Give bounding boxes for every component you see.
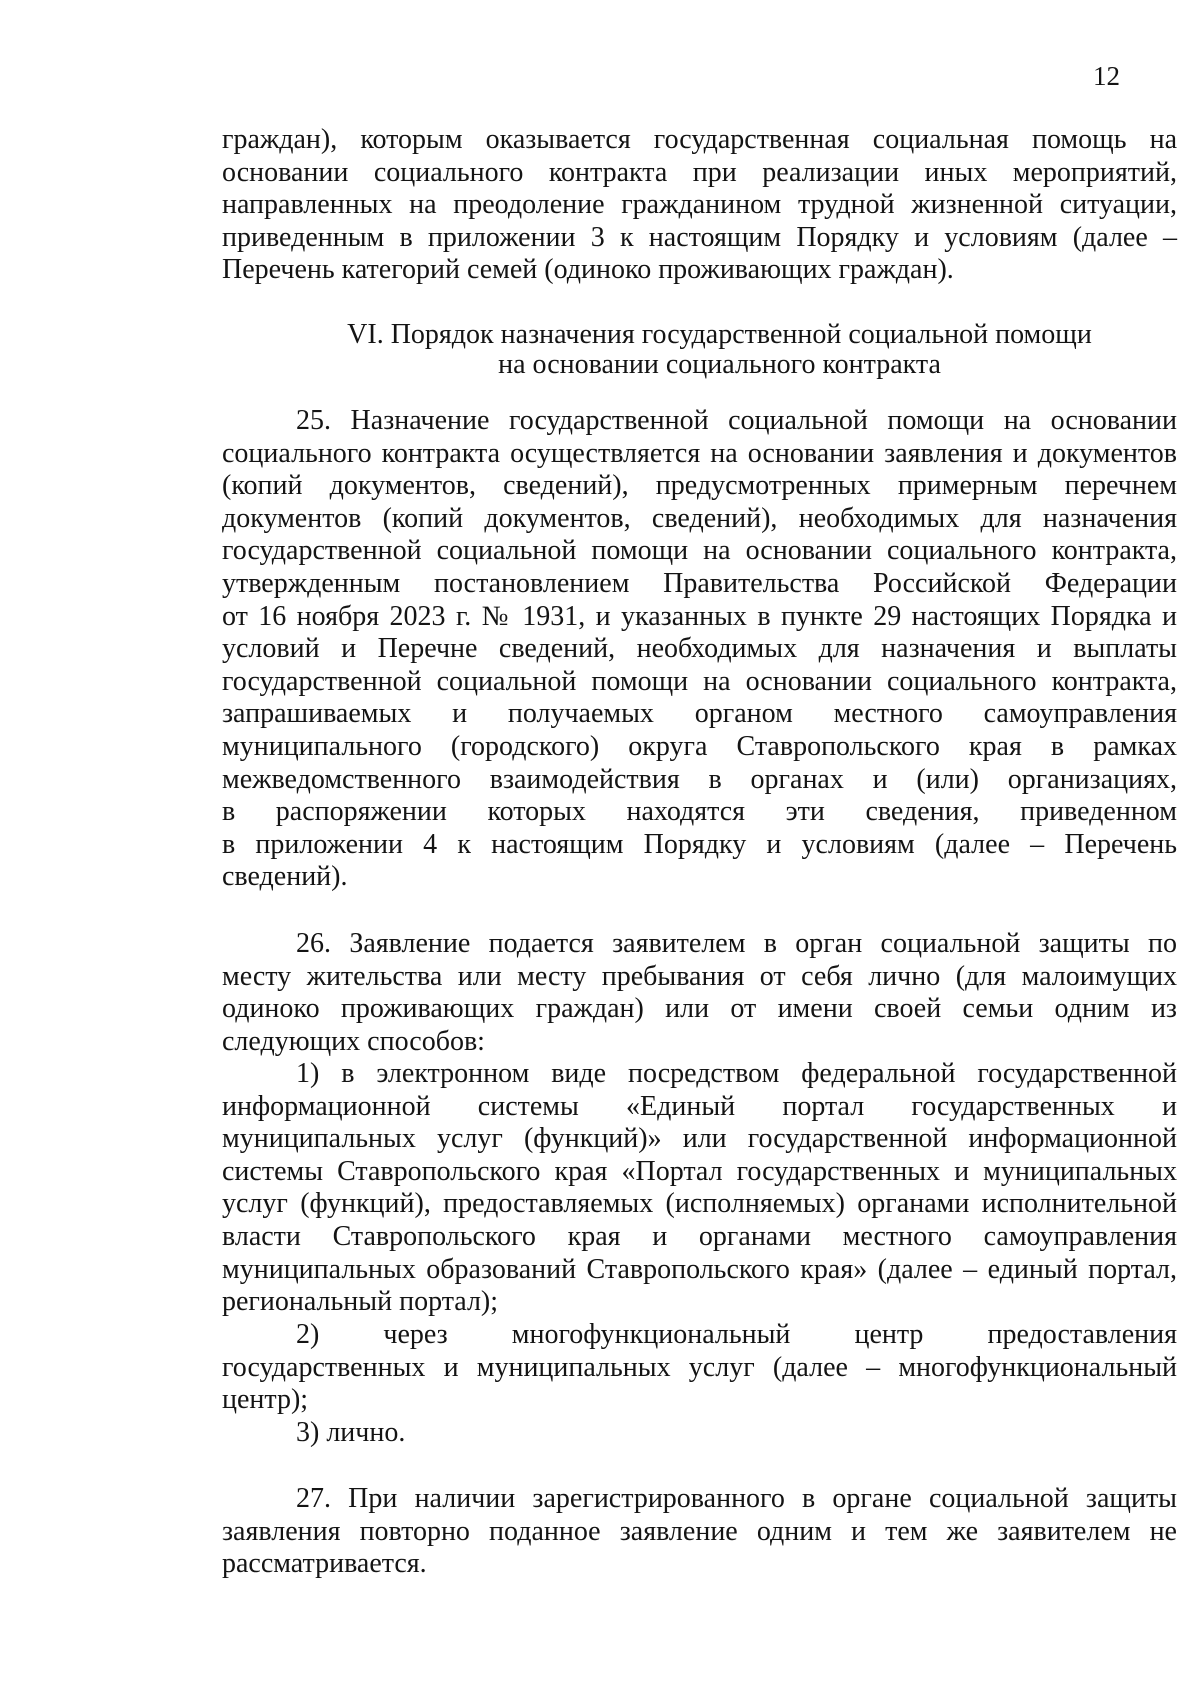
paragraph-27: [222, 1483, 1177, 1581]
text-line: 26. Заявление подается заявителем в орган социальной защиты по: [296, 928, 1177, 959]
section-heading-line2: на основании социального контракта: [498, 349, 941, 380]
text-line: межведомственного взаимодействия в органах и (или) организациях,: [222, 763, 1177, 795]
text-line: социального контракта осуществляется на основании заявления и документов: [222, 437, 1177, 469]
text-line: условий и Перечне сведений, необходимых для назначения и выплаты: [222, 633, 1177, 665]
page-number: 12: [1093, 61, 1120, 91]
paragraph-25: [222, 405, 1177, 894]
text-line: 27. При наличии зарегистрированного в органе социальной защиты: [296, 1483, 1177, 1514]
text-line: одиноко проживающих граждан) или от имени своей семьи одним из: [222, 993, 1177, 1025]
list-item-3: [222, 1417, 1177, 1450]
text-line: государственной социальной помощи на основании социального контракта,: [222, 535, 1177, 567]
section-heading: [222, 320, 1177, 380]
text-line: в приложении 4 к настоящим Порядку и условиям (далее – Перечень: [222, 828, 1177, 860]
text-line: власти Ставропольского края и органами местного самоуправления: [222, 1220, 1177, 1252]
text-line: следующих способов:: [222, 1025, 485, 1057]
text-line: 2) через многофункциональный центр предоставления: [296, 1319, 1177, 1350]
text-line: (копий документов, сведений), предусмотренных примерным перечнем: [222, 470, 1177, 502]
list-item-2: [222, 1319, 1177, 1417]
text-line: муниципальных образований Ставропольского края» (далее – единый портал,: [222, 1253, 1177, 1285]
text-line: региональный портал);: [222, 1286, 499, 1318]
section-heading-line1: VI. Порядок назначения государственной социальной помощи: [347, 319, 1092, 350]
text-line: основании социального контракта при реализации иных мероприятий,: [222, 156, 1177, 188]
text-line: центр);: [222, 1384, 309, 1416]
text-line: рассматривается.: [222, 1548, 427, 1580]
text-line: от 16 ноября 2023 г. № 1931, и указанных в пункте 29 настоящих Порядка и: [222, 600, 1177, 632]
text-line: Перечень категорий семей (одиноко проживающих граждан).: [222, 254, 954, 286]
text-line: месту жительства или месту пребывания от себя лично (для малоимущих: [222, 960, 1177, 992]
text-line: граждан), которым оказывается государственная социальная помощь на: [222, 124, 1177, 155]
paragraph-26: [222, 928, 1177, 1058]
text-line: сведений).: [222, 861, 348, 893]
text-line: приведенным в приложении 3 к настоящим Порядку и условиям (далее –: [222, 221, 1177, 253]
list-item-1: [222, 1058, 1177, 1319]
text-line: 3) лично.: [296, 1417, 406, 1448]
text-line: услуг (функций), предоставляемых (исполняемых) органами исполнительной: [222, 1188, 1177, 1220]
text-line: запрашиваемых и получаемых органом местного самоуправления: [222, 698, 1177, 730]
text-line: государственной социальной помощи на основании социального контракта,: [222, 665, 1177, 697]
text-line: системы Ставропольского края «Портал государственных и муниципальных: [222, 1155, 1177, 1187]
text-line: утвержденным постановлением Правительства Российской Федерации: [222, 567, 1177, 599]
text-line: муниципального (городского) округа Ставропольского края в рамках: [222, 730, 1177, 762]
text-line: в распоряжении которых находятся эти сведения, приведенном: [222, 796, 1177, 828]
text-line: государственных и муниципальных услуг (далее – многофункциональный: [222, 1351, 1177, 1383]
text-line: муниципальных услуг (функций)» или государственной информационной: [222, 1123, 1177, 1155]
text-line: информационной системы «Единый портал государственных и: [222, 1090, 1177, 1122]
intro-paragraph: [222, 124, 1177, 287]
text-line: документов (копий документов, сведений), необходимых для назначения: [222, 502, 1177, 534]
text-line: заявления повторно поданное заявление одним и тем же заявителем не: [222, 1515, 1177, 1547]
text-line: 1) в электронном виде посредством федеральной государственной: [296, 1058, 1177, 1089]
text-line: направленных на преодоление гражданином трудной жизненной ситуации,: [222, 189, 1177, 221]
text-line: 25. Назначение государственной социальной помощи на основании: [296, 405, 1177, 436]
